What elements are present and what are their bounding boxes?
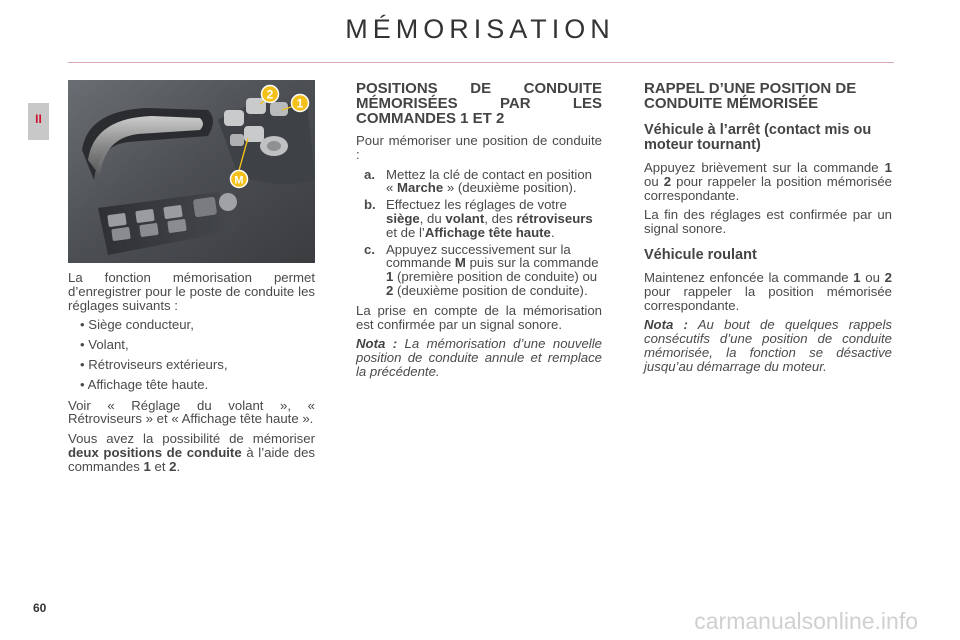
recall-confirm: La fin des réglages est confirmée par un signal sonore. bbox=[644, 207, 892, 237]
svg-text:1: 1 bbox=[296, 96, 304, 111]
door-controls-photo bbox=[68, 80, 315, 263]
subheading-driving: Véhicule roulant bbox=[644, 246, 757, 263]
callout-1 bbox=[292, 95, 309, 112]
step-a: a. Mettez la clé de contact en position « Marche » (deuxième position). bbox=[364, 166, 592, 196]
recall-stopped-paragraph: Appuyez brièvement sur la commande 1 ou 2 pour rappeler la position mémorisée correspondante. bbox=[644, 160, 892, 203]
section-heading-memorize: POSITIONS DE CONDUITE MÉMORISÉES PAR LES COMMANDES 1 ET 2 bbox=[356, 80, 602, 127]
recall-driving-paragraph: Maintenez enfoncée la commande 1 ou 2 pour rappeler la position mémorisée correspondante. bbox=[644, 269, 892, 313]
memorize-intro: Pour mémoriser une position de conduite : bbox=[356, 133, 602, 162]
chapter-label: II bbox=[35, 112, 42, 126]
intro-paragraph: La fonction mémorisation permet d’enregistrer pour le poste de conduite les réglages suivants : bbox=[68, 270, 315, 313]
possibility-paragraph: Vous avez la possibilité de mémoriser deux positions de conduite à l’aide des commandes 1 et 2. bbox=[68, 431, 315, 474]
memorize-nota: Nota : La mémorisation d’une nouvelle position de conduite annule et remplace la précédente. bbox=[356, 336, 602, 379]
step-c: c. Appuyez successivement sur la commande M puis sur la commande 1 (première position de conduite) ou 2 (deuxième position de conduite). bbox=[364, 241, 599, 298]
svg-text:M: M bbox=[234, 174, 244, 187]
subheading-stopped: Véhicule à l’arrêt (contact mis ou moteur tournant) bbox=[644, 122, 872, 153]
list-item: • Siège conducteur, bbox=[80, 317, 194, 333]
memorize-steps bbox=[364, 168, 602, 298]
memorize-confirm: La prise en compte de la mémorisation est confirmée par un signal sonore. bbox=[356, 302, 602, 332]
page-number: 60 bbox=[33, 601, 47, 615]
watermark: carmanualsonline.info bbox=[694, 608, 918, 634]
intro-column bbox=[68, 271, 315, 480]
settings-list bbox=[68, 318, 315, 391]
recall-column bbox=[644, 81, 892, 380]
callout-2 bbox=[262, 86, 279, 103]
list-item: • Volant, bbox=[80, 337, 129, 353]
step-b: b. Effectuez les réglages de votre siège, du volant, des rétroviseurs et de l’Affichage tête haute. bbox=[364, 197, 593, 240]
section-heading-recall: RAPPEL D’UNE POSITION DE CONDUITE MÉMORISÉE bbox=[644, 80, 857, 112]
page-title: MÉMORISATION bbox=[345, 14, 615, 44]
list-item: • Rétroviseurs extérieurs, bbox=[80, 356, 228, 372]
see-also-paragraph: Voir « Réglage du volant », « Rétroviseurs » et « Affichage tête haute ». bbox=[68, 397, 315, 427]
recall-nota: Nota : Au bout de quelques rappels consécutifs d’une position de conduite mémorisée, la fonction se désactive jusqu’au démarrage du moteur. bbox=[644, 317, 892, 374]
memorize-column bbox=[356, 81, 602, 385]
title-divider bbox=[68, 62, 894, 63]
svg-text:2: 2 bbox=[266, 87, 274, 102]
list-item: • Affichage tête haute. bbox=[80, 376, 209, 392]
door-controls-illustration bbox=[68, 80, 315, 263]
callout-m bbox=[231, 171, 248, 188]
